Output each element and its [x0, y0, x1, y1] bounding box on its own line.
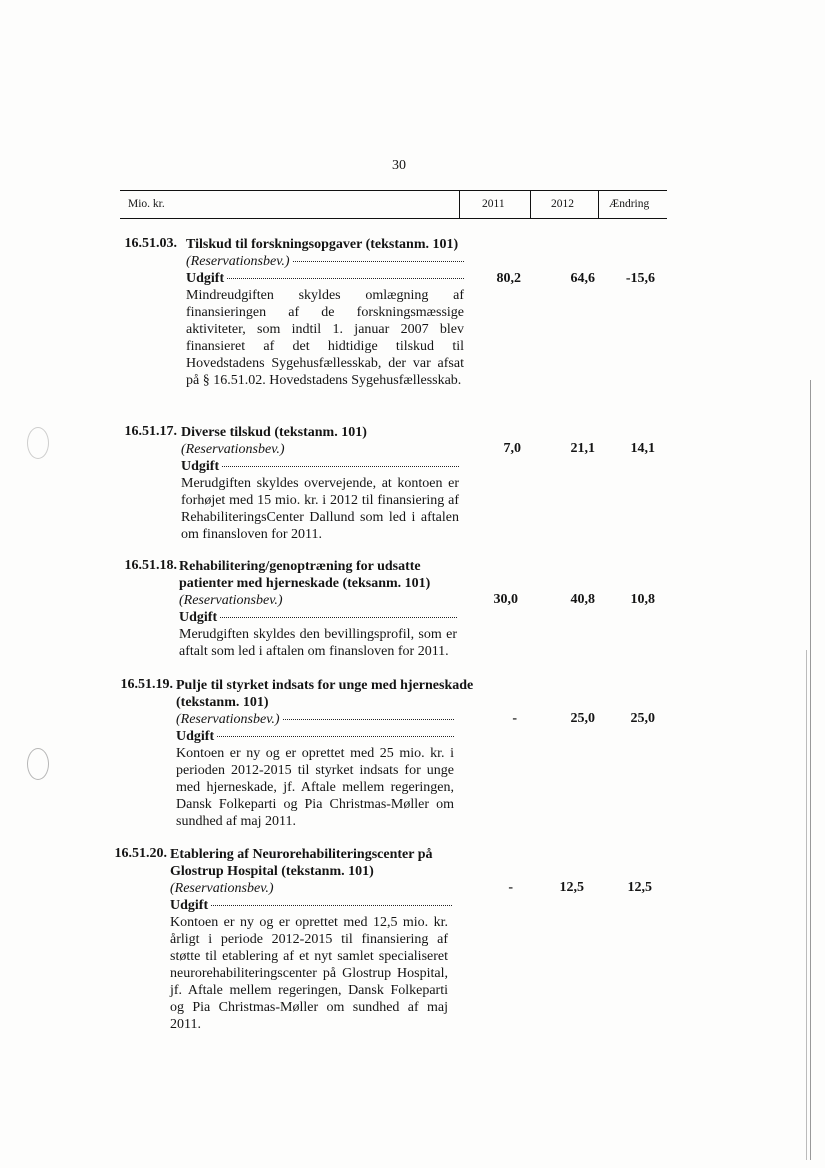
section-description: Merudgiften skyldes den bevillingsprofil, som er aftalt som led i aftalen om finansloven for 2011. — [179, 627, 457, 659]
udgift-label: Udgift — [176, 729, 215, 744]
value-2012: 12,5 — [559, 880, 584, 895]
scan-edge-line — [810, 380, 811, 1160]
section-body — [170, 846, 470, 1033]
value-2011: 7,0 — [503, 441, 521, 456]
value-2011: 30,0 — [493, 592, 518, 607]
section-description: Kontoen er ny og er oprettet med 12,5 mio. kr. årligt i periode 2012-2015 til finansiering af støtte til etablering af et nyt samlet specialiseret neurorehabiliteringscenter på Glostrup Hospital, jf. Aftale mellem regeringen, Dansk Folkeparti og Pia Christmas-Møller om sundhed af maj 2011. — [170, 915, 448, 1032]
value-2011: - — [508, 880, 513, 895]
section-reservation: (Reservationsbev.) — [176, 712, 280, 727]
header-2012: 2012 — [551, 198, 574, 210]
scan-edge-line — [806, 650, 807, 1160]
section-description: Kontoen er ny og er oprettet med 25 mio. kr. i perioden 2012-2015 til styrket indsats for unge med hjerneskade, jf. Aftale mellem regeringen, Dansk Folkeparti og Pia Christmas-Møller om sundhed af maj 2011. — [176, 746, 454, 829]
value-change: 12,5 — [627, 880, 652, 895]
punch-hole-mark — [27, 427, 49, 459]
section-description: Merudgiften skyldes overvejende, at kontoen er forhøjet med 15 mio. kr. i 2012 til finansiering af RehabiliteringsCenter Dallund som led i aftalen om finansloven for 2011. — [181, 476, 459, 542]
value-change: 10,8 — [630, 592, 655, 607]
section-title: Diverse tilskud (tekstanm. 101) (Reservationsbev.) — [181, 425, 367, 457]
udgift-label: Udgift — [181, 459, 220, 474]
section-title: Pulje til styrket indsats for unge med hjerneskade (tekstanm. 101) — [176, 678, 474, 710]
header-divider — [530, 190, 531, 219]
header-2011: 2011 — [482, 198, 505, 210]
section-reservation: (Reservationsbev.) — [181, 442, 285, 457]
table-header-top-rule — [120, 190, 667, 191]
table-header-bottom-rule — [120, 218, 667, 219]
value-2012: 40,8 — [570, 592, 595, 607]
page-number: 30 — [392, 158, 406, 173]
section-number: 16.51.19. — [120, 677, 173, 692]
section-description: Mindreudgiften skyldes omlægning af finansieringen af de forskningsmæssige aktiviteter, som indtil 1. januar 2007 blev finansieret af det hidtidige tilskud til Hovedstadens Sygehusfællesskab, der var afsat på § 16.51.02. Hovedstadens Sygehusfællesskab. — [186, 288, 464, 388]
header-unit: Mio. kr. — [128, 198, 165, 210]
section-reservation: (Reservationsbev.) — [186, 254, 290, 269]
section-number: 16.51.18. — [124, 558, 177, 573]
header-divider — [598, 190, 599, 219]
udgift-label: Udgift — [186, 271, 225, 286]
header-change: Ændring — [609, 198, 650, 210]
section-number: 16.51.03. — [124, 236, 177, 251]
value-2012: 21,1 — [570, 441, 595, 456]
udgift-label: Udgift — [170, 898, 209, 913]
section-reservation: (Reservationsbev.) — [170, 881, 274, 896]
section-body — [181, 424, 459, 543]
section-title: Rehabilitering/genoptræning for udsatte patienter med hjerneskade (teksanm. 101) (Reservationsbev.) — [179, 559, 431, 608]
value-change: -15,6 — [625, 271, 655, 286]
section-body — [186, 236, 464, 389]
value-change: 25,0 — [630, 711, 655, 726]
section-number: 16.51.17. — [124, 424, 177, 439]
section-title: Etablering af Neurorehabiliteringscenter på Glostrup Hospital (tekstanm. 101) (Reservationsbev.) — [170, 847, 433, 896]
section-reservation: (Reservationsbev.) — [179, 593, 283, 608]
punch-hole-mark — [27, 748, 49, 780]
section-body — [179, 558, 477, 660]
section-number: 16.51.20. — [114, 846, 167, 861]
section-title: Tilskud til forskningsopgaver (tekstanm. 101) — [186, 237, 459, 252]
udgift-label: Udgift — [179, 610, 218, 625]
section-body — [176, 677, 474, 830]
value-2011: - — [512, 711, 517, 726]
value-2012: 25,0 — [570, 711, 595, 726]
header-divider — [459, 190, 460, 219]
value-2012: 64,6 — [570, 271, 595, 286]
value-change: 14,1 — [630, 441, 655, 456]
value-2011: 80,2 — [496, 271, 521, 286]
